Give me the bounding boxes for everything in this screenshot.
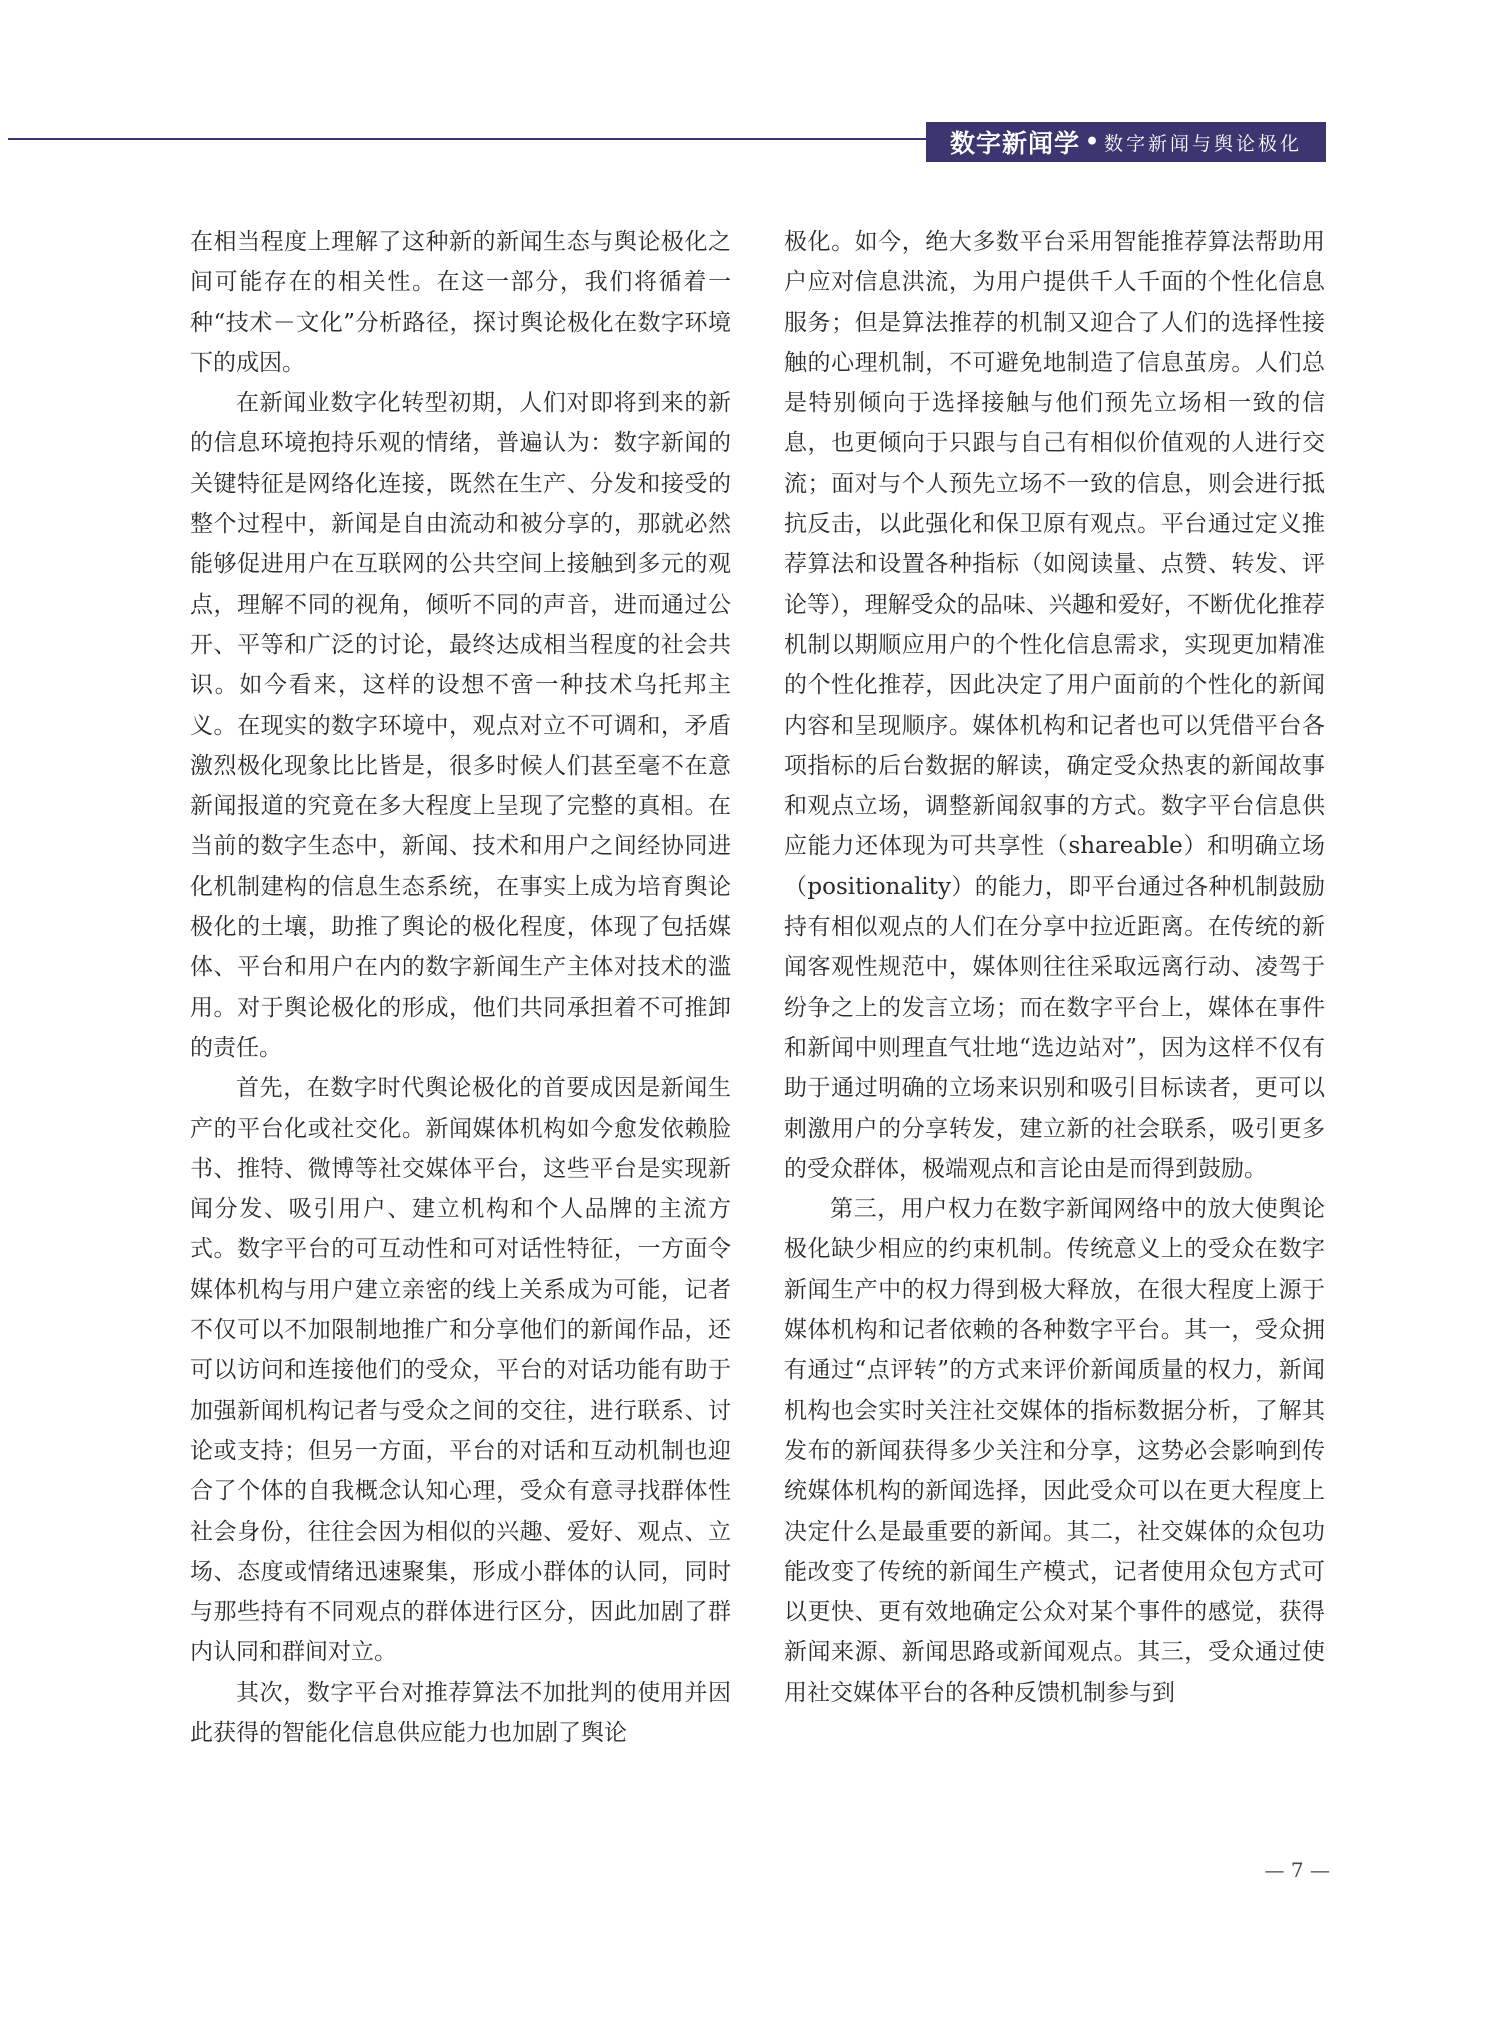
left-column: [190, 222, 731, 1753]
running-header-subtitle: 数字新闻与舆论极化: [1104, 132, 1303, 155]
page-number: — 7 —: [1264, 1858, 1330, 1882]
paragraph: 在相当程度上理解了这种新的新闻生态与舆论极化之间可能存在的相关性。在这一部分，我们将循着一种“技术－文化”分析路径，探讨舆论极化在数字环境下的成因。: [190, 229, 731, 376]
paragraph: 极化。如今，绝大多数平台采用智能推荐算法帮助用户应对信息洪流，为用户提供千人千面的个性化信息服务；但是算法推荐的机制又迎合了人们的选择性接触的心理机制，不可避免地制造了信息茧房。人们总是特别倾向于选择接触与他们预先立场相一致的信息，也更倾向于只跟与自己有相似价值观的人进行交流；面对与个人预先立场不一致的信息，则会进行抵抗反击，以此强化和保卫原有观点。平台通过定义推荐算法和设置各种指标（如阅读量、点赞、转发、评论等），理解受众的品味、兴趣和爱好，不断优化推荐机制以期顺应用户的个性化信息需求，实现更加精准的个性化推荐，因此决定了用户面前的个性化的新闻内容和呈现顺序。媒体机构和记者也可以凭借平台各项指标的后台数据的解读，确定受众热衷的新闻故事和观点立场，调整新闻叙事的方式。数字平台信息供应能力还体现为可共享性（shareable）和明确立场（positionality）的能力，即平台通过各种机制鼓励持有相似观点的人们在分享中拉近距离。在传统的新闻客观性规范中，媒体则往往采取远离行动、凌驾于纷争之上的发言立场；而在数字平台上，媒体在事件和新闻中则理直气壮地“选边站对”，因为这样不仅有助于通过明确的立场来识别和吸引目标读者，更可以刺激用户的分享转发，建立新的社会联系，吸引更多的受众群体，极端观点和言论由是而得到鼓励。: [784, 229, 1325, 1182]
paragraph: 第三，用户权力在数字新闻网络中的放大使舆论极化缺少相应的约束机制。传统意义上的受众在数字新闻生产中的权力得到极大释放，在很大程度上源于媒体机构和记者依赖的各种数字平台。其一，受众拥有通过“点评转”的方式来评价新闻质量的权力，新闻机构也会实时关注社交媒体的指标数据分析，了解其发布的新闻获得多少关注和分享，这势必会影响到传统媒体机构的新闻选择，因此受众可以在更大程度上决定什么是最重要的新闻。其二，社交媒体的众包功能改变了传统的新闻生产模式，记者使用众包方式可以更快、更有效地确定公众对某个事件的感觉，获得新闻来源、新闻思路或新闻观点。其三，受众通过使用社交媒体平台的各种反馈机制参与到: [784, 1196, 1325, 1706]
paragraph: 其次，数字平台对推荐算法不加批判的使用并因此获得的智能化信息供应能力也加剧了舆论: [190, 1679, 731, 1746]
running-header-title: 数字新闻学: [949, 129, 1080, 158]
paragraph: 首先，在数字时代舆论极化的首要成因是新闻生产的平台化或社交化。新闻媒体机构如今愈发依赖脸书、推特、微博等社交媒体平台，这些平台是实现新闻分发、吸引用户、建立机构和个人品牌的主流方式。数字平台的可互动性和可对话性特征，一方面令媒体机构与用户建立亲密的线上关系成为可能，记者不仅可以不加限制地推广和分享他们的新闻作品，还可以访问和连接他们的受众，平台的对话功能有助于加强新闻机构记者与受众之间的交往，进行联系、讨论或支持；但另一方面，平台的对话和互动机制也迎合了个体的自我概念认知心理，受众有意寻找群体性社会身份，往往会因为相似的兴趣、爱好、观点、立场、态度或情绪迅速聚集，形成小群体的认同，同时与那些持有不同观点的群体进行区分，因此加剧了群内认同和群间对立。: [190, 1075, 731, 1666]
running-header: [926, 122, 1326, 162]
header-rule: [8, 138, 926, 140]
paragraph: 在新闻业数字化转型初期，人们对即将到来的新的信息环境抱持乐观的情绪，普遍认为：数字新闻的关键特征是网络化连接，既然在生产、分发和接受的整个过程中，新闻是自由流动和被分享的，那就必然能够促进用户在互联网的公共空间上接触到多元的观点，理解不同的视角，倾听不同的声音，进而通过公开、平等和广泛的讨论，最终达成相当程度的社会共识。如今看来，这样的设想不啻一种技术乌托邦主义。在现实的数字环境中，观点对立不可调和，矛盾激烈极化现象比比皆是，很多时候人们甚至毫不在意新闻报道的究竟在多大程度上呈现了完整的真相。在当前的数字生态中，新闻、技术和用户之间经协同进化机制建构的信息生态系统，在事实上成为培育舆论极化的土壤，助推了舆论的极化程度，体现了包括媒体、平台和用户在内的数字新闻生产主体对技术的滥用。对于舆论极化的形成，他们共同承担着不可推卸的责任。: [190, 390, 731, 1061]
running-header-separator: •: [1084, 129, 1100, 155]
right-column: [784, 222, 1325, 1713]
